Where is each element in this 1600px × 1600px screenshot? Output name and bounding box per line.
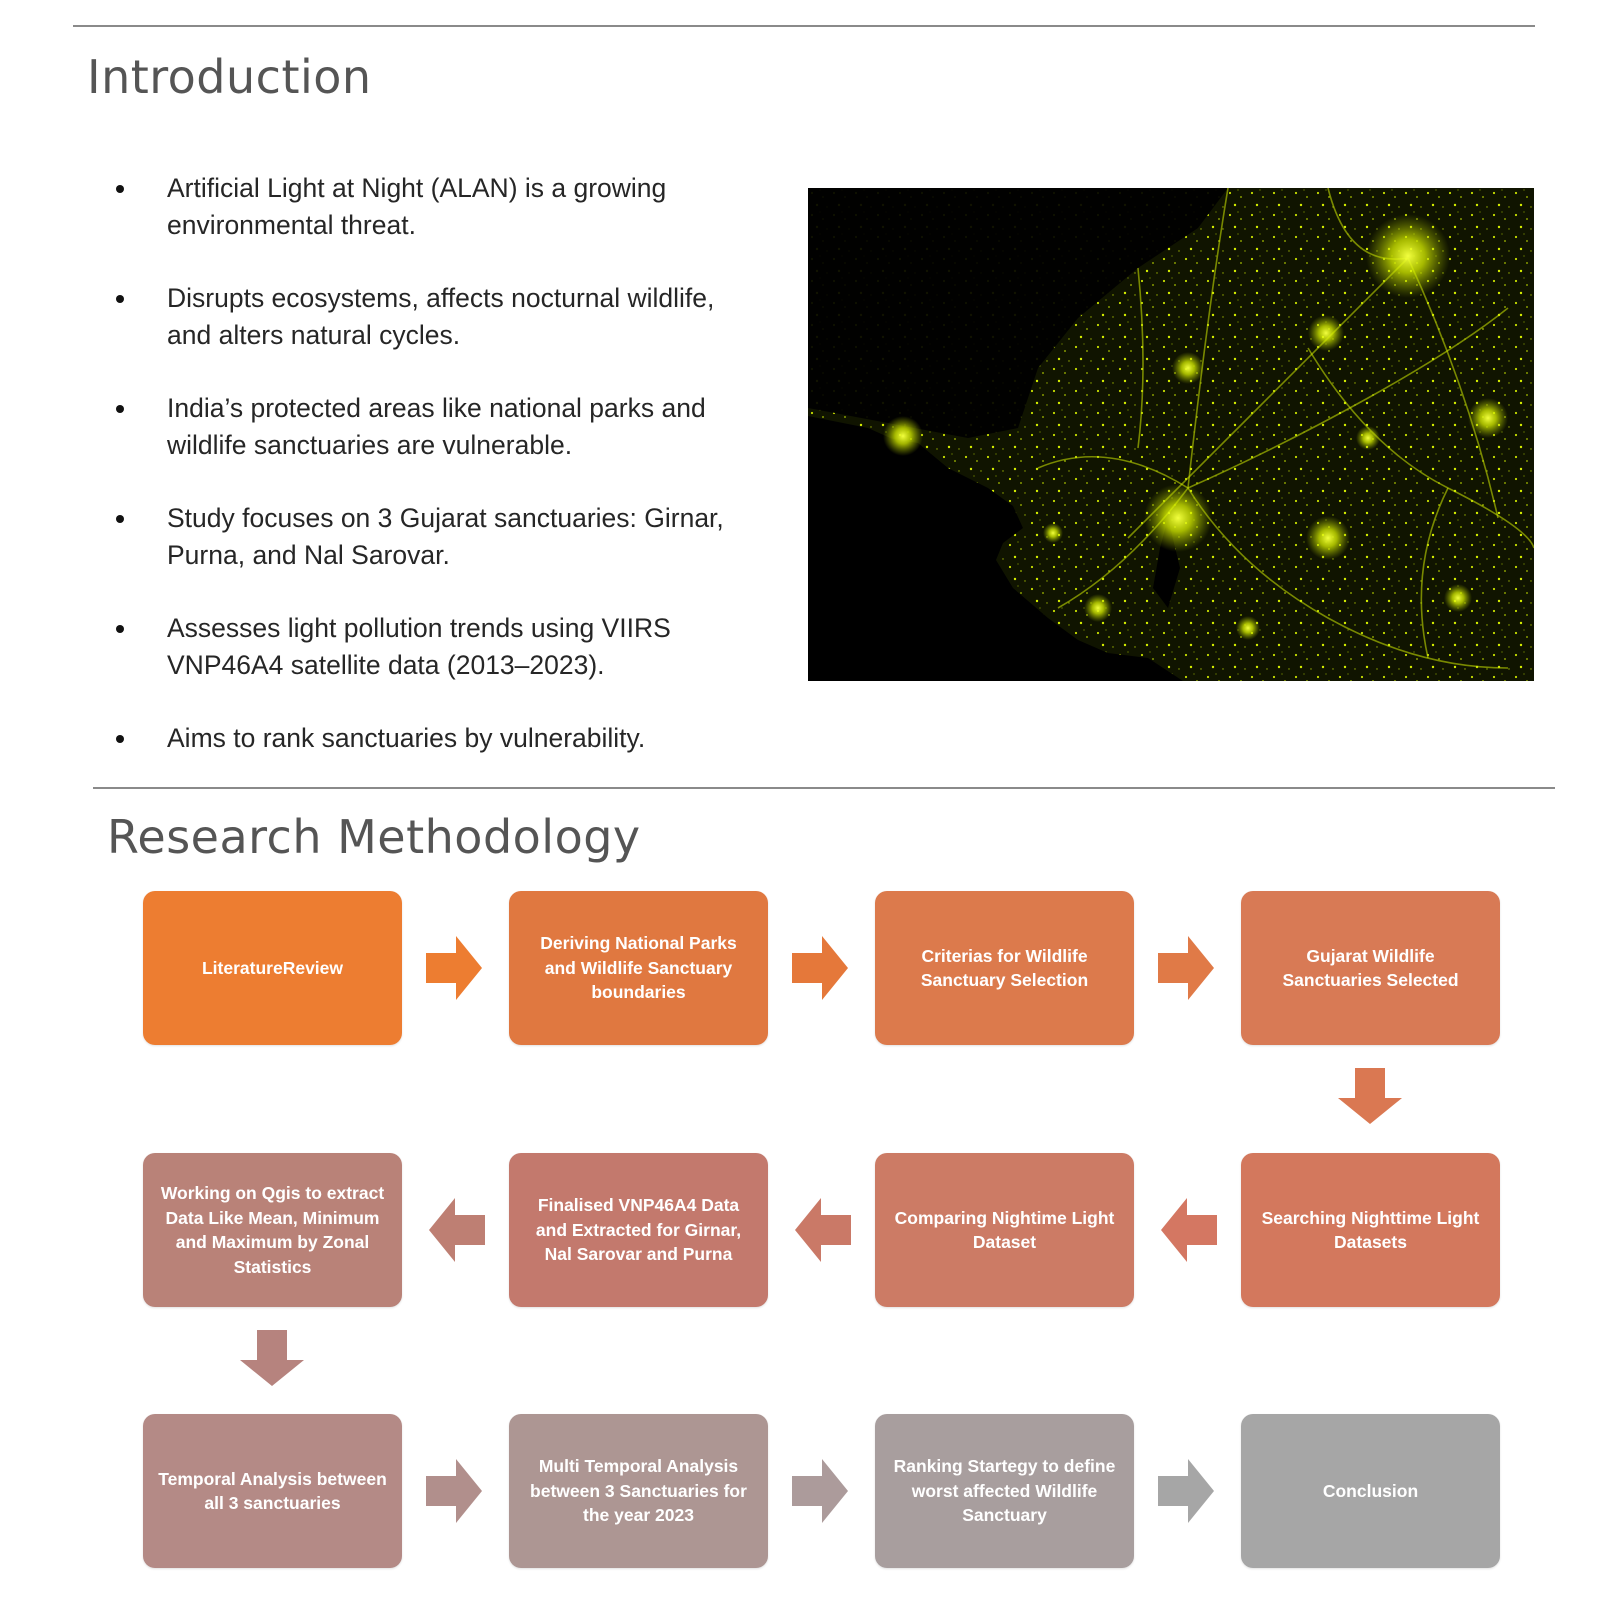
step-selection-criteria: Criterias for Wildlife Sanctuary Selection: [875, 891, 1134, 1045]
bullet-dot-icon: [116, 515, 124, 523]
step-sanctuaries-selected: Gujarat Wildlife Sanctuaries Selected: [1241, 891, 1500, 1045]
arrow-icon: [1158, 1459, 1214, 1523]
bullet-text: India’s protected areas like national parks and wildlife sanctuaries are vulnerable.: [167, 393, 706, 460]
bullet-text: Aims to rank sanctuaries by vulnerability.: [167, 723, 646, 753]
bullet-dot-icon: [116, 405, 124, 413]
arrow-icon: [1161, 1198, 1217, 1262]
step-literature-review: LiteratureReview: [143, 891, 402, 1045]
arrow-icon: [792, 936, 848, 1000]
step-qgis-zonal-statistics: Working on Qgis to extract Data Like Mean, Minimum and Maximum by Zonal Statistics: [143, 1153, 402, 1307]
research-methodology-heading: Research Methodology: [107, 810, 641, 864]
step-deriving-boundaries: Deriving National Parks and Wildlife Sanctuary boundaries: [509, 891, 768, 1045]
step-finalised-data: Finalised VNP46A4 Data and Extracted for Girnar, Nal Sarovar and Purna: [509, 1153, 768, 1307]
arrow-icon: [240, 1330, 304, 1386]
step-ranking-strategy: Ranking Startegy to define worst affected Wildlife Sanctuary: [875, 1414, 1134, 1568]
bullet-dot-icon: [116, 185, 124, 193]
step-temporal-analysis: Temporal Analysis between all 3 sanctuaries: [143, 1414, 402, 1568]
bullet-item: [110, 720, 760, 757]
introduction-bullet-list: [110, 170, 760, 793]
arrow-icon: [429, 1198, 485, 1262]
nighttime-lights-map-graphic: [808, 188, 1534, 681]
bullet-item: [110, 170, 760, 244]
arrow-icon: [1338, 1068, 1402, 1124]
bullet-dot-icon: [116, 295, 124, 303]
arrow-icon: [795, 1198, 851, 1262]
introduction-heading: Introduction: [87, 50, 372, 104]
section-divider: [93, 787, 1555, 789]
arrow-icon: [792, 1459, 848, 1523]
step-conclusion: Conclusion: [1241, 1414, 1500, 1568]
arrow-icon: [1158, 936, 1214, 1000]
bullet-item: [110, 610, 760, 684]
bullet-dot-icon: [116, 735, 124, 743]
bullet-item: [110, 500, 760, 574]
top-divider: [73, 25, 1535, 27]
bullet-text: Artificial Light at Night (ALAN) is a growing environmental threat.: [167, 173, 667, 240]
bullet-text: Study focuses on 3 Gujarat sanctuaries: Girnar, Purna, and Nal Sarovar.: [167, 503, 724, 570]
arrow-icon: [426, 1459, 482, 1523]
bullet-dot-icon: [116, 625, 124, 633]
arrow-icon: [426, 936, 482, 1000]
bullet-item: [110, 390, 760, 464]
bullet-text: Disrupts ecosystems, affects nocturnal wildlife, and alters natural cycles.: [167, 283, 715, 350]
bullet-item: [110, 280, 760, 354]
nighttime-lights-map: [808, 188, 1534, 681]
step-searching-datasets: Searching Nighttime Light Datasets: [1241, 1153, 1500, 1307]
step-comparing-dataset: Comparing Nightime Light Dataset: [875, 1153, 1134, 1307]
bullet-text: Assesses light pollution trends using VIIRS VNP46A4 satellite data (2013–2023).: [167, 613, 671, 680]
step-multi-temporal-analysis: Multi Temporal Analysis between 3 Sanctuaries for the year 2023: [509, 1414, 768, 1568]
